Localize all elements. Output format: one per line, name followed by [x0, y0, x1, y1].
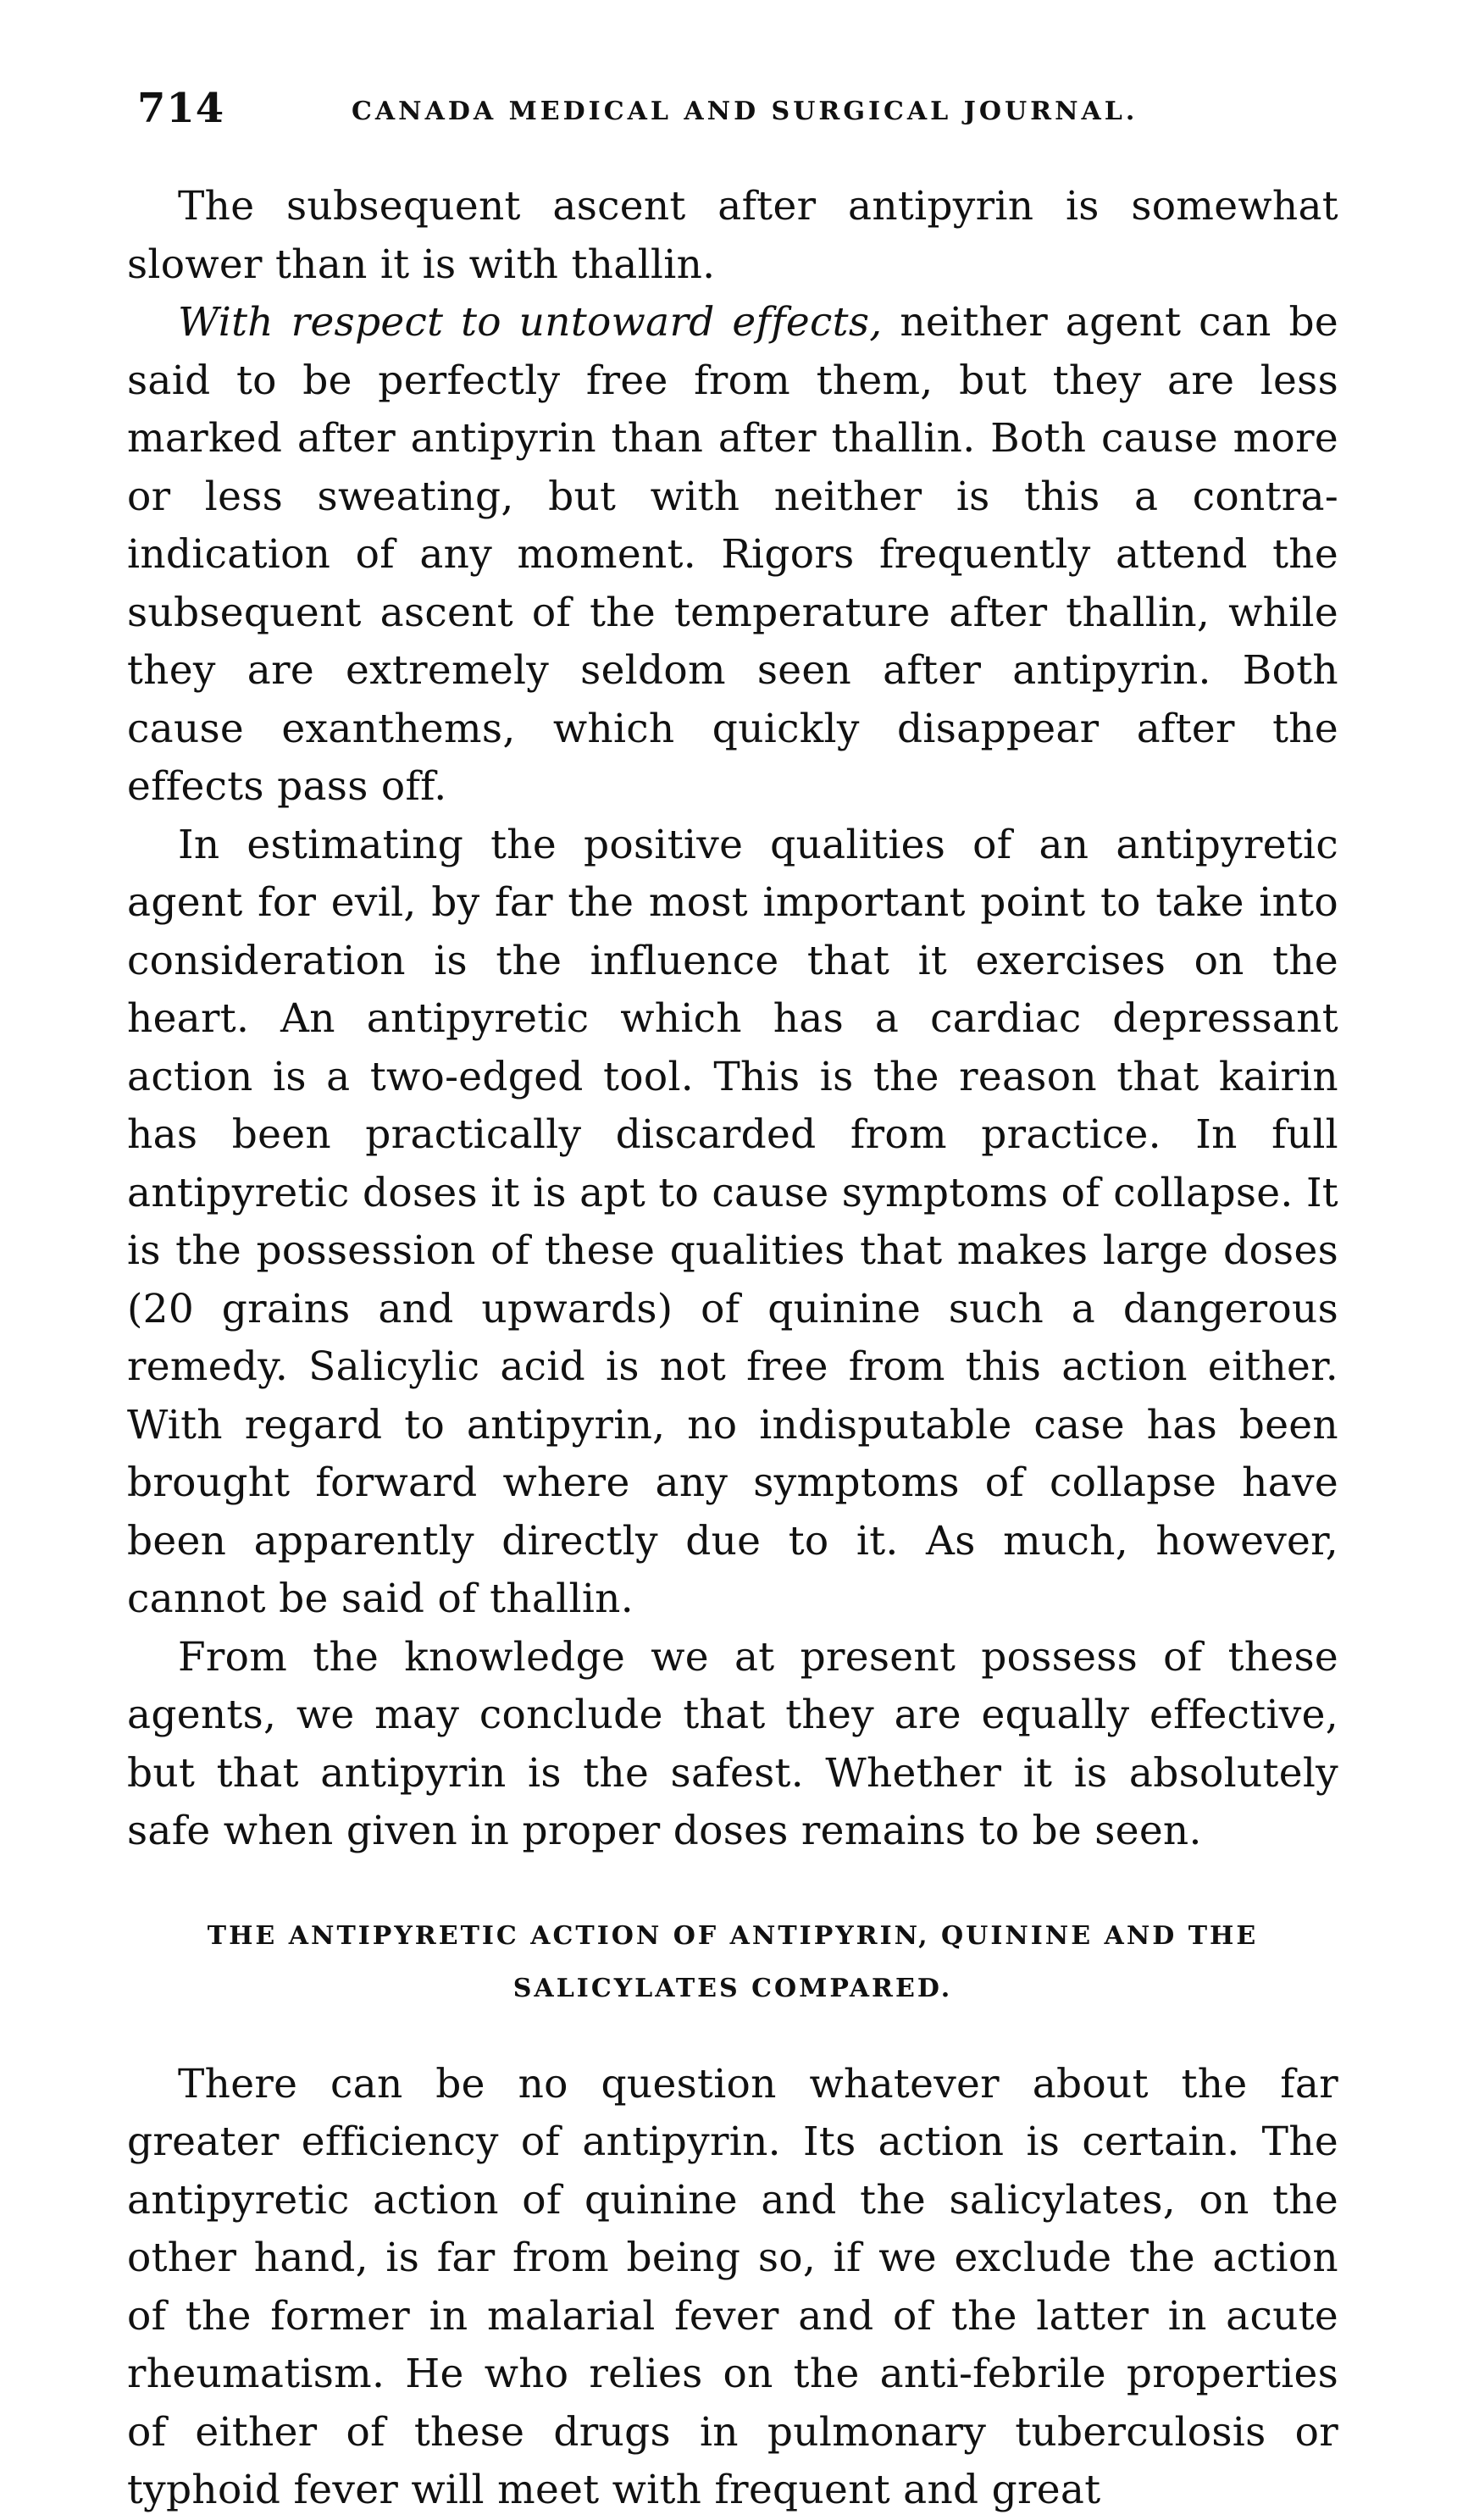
running-head — [127, 85, 1338, 144]
paragraph-positive-qualities — [127, 817, 1338, 1629]
paragraph-text: There can be no question whatever about the far greater efficiency of antipyrin. Its action is certain. The antipyretic action of quinine and the salicylates, on the other hand, is far from being so, if we exclude the action of the former in malarial fever and of the latter in acute rheumatism. He who relies on the anti-febrile properties of either of these drugs in pulmonary tuberculosis or typhoid fever will meet with frequent and great — [127, 2060, 1338, 2513]
paragraph-untoward-effects — [127, 294, 1338, 817]
journal-title: CANADA MEDICAL AND SURGICAL JOURNAL. — [352, 97, 1138, 126]
paragraph-text: neither agent can be said to be perfectly free from them, but they are less marked after antipyrin than after thallin. Both cause more or less sweating, but with neither is this a contra-indication of any moment. Rigors frequently attend the subsequent ascent of the temperature after thallin, while they are extremely seldom seen after antipyrin. Both cause exanthems, which quickly disappear after the effects pass off. — [127, 299, 1338, 810]
journal-page — [127, 85, 1338, 2520]
paragraph-text: From the knowledge we at present possess of these agents, we may conclude that they are equally effective, but that antipyrin is the safest. Whether it is absolutely safe when given in proper doses remains to be seen. — [127, 1633, 1338, 1854]
page-number: 714 — [137, 85, 225, 132]
paragraph-conclusion — [127, 1629, 1338, 1861]
paragraph-italic-lead: With respect to untoward effects, — [178, 299, 883, 346]
paragraph-text: The subsequent ascent after antipyrin is somewhat slower than it is with thallin. — [127, 183, 1338, 288]
paragraph-subsequent-ascent — [127, 178, 1338, 294]
section-heading: THE ANTIPYRETIC ACTION OF ANTIPYRIN, QUININE AND THE SALICYLATES COMPARED. — [207, 1920, 1259, 2003]
paragraph-text: In estimating the positive qualities of an antipyretic agent for evil, by far the most important point to take into consideration is the influence that it exercises on the heart. An antipyretic which has a cardiac depressant action is a two-edged tool. This is the reason that kairin has been practically discarded from practice. In full antipyretic doses it is apt to cause symptoms of collapse. It is the possession of these qualities that makes large doses (20 grains and upwards) of quinine such a dangerous remedy. Salicylic acid is not free from this action either. With regard to antipyrin, no indisputable case has been brought forward where any symptoms of collapse have been apparently directly due to it. As much, however, cannot be said of thallin. — [127, 821, 1338, 1622]
paragraph-efficiency — [127, 2056, 1338, 2520]
